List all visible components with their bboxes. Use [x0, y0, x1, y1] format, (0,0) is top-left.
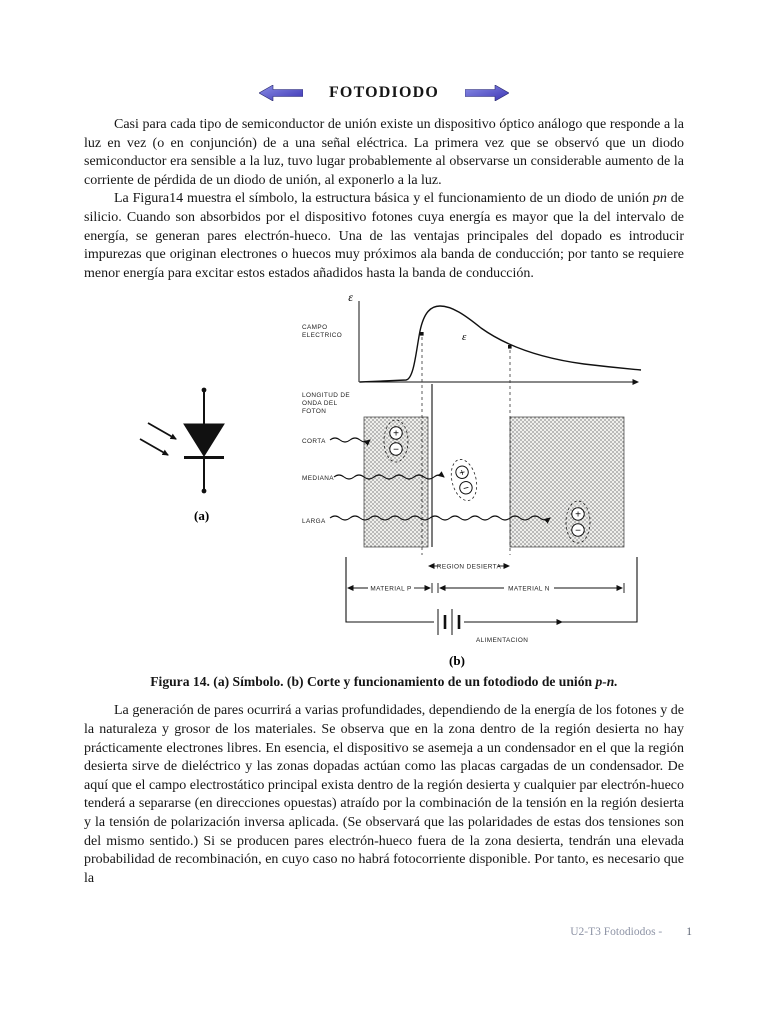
electric-field-curve [360, 306, 641, 382]
label-campo-line1: CAMPO [302, 324, 328, 332]
label-material-p: MATERIAL P [370, 585, 412, 593]
epsilon-curve-label: ε [462, 331, 467, 344]
photodiode-symbol [184, 388, 224, 494]
minus-charge: − [575, 525, 581, 537]
figure-14-diagram [84, 287, 684, 672]
label-larga: LARGA [302, 518, 326, 526]
label-material-n: MATERIAL N [508, 585, 550, 593]
figure-caption-pn: p-n. [595, 674, 618, 690]
footer-text: U2-T3 Fotodiodos - [570, 926, 663, 938]
battery-symbol [438, 609, 459, 635]
incident-light-arrows-icon [140, 423, 176, 455]
paragraph-2-post: de silicio. Cuando son absorbidos por el dispositivo fotones cuya energía es mayor que la del intervalo de energía, se generan pares electrón-hueco. Una de las ventajas principales del dopado es introducir impurezas que originan electrones o huecos muy próximos ala banda de conducción; por tanto se requiere menor energía para excitar estos estados añadidos hasta la banda de conducción. [84, 191, 684, 281]
electric-field-graph [348, 290, 641, 382]
page-title: FOTODIODO [328, 84, 440, 101]
paragraph-2-italic-pn: pn [652, 191, 667, 207]
left-arrow-icon [259, 85, 303, 101]
label-alimentacion: ALIMENTACION [476, 637, 529, 645]
material-n-block [510, 417, 624, 547]
label-longitud-line1: LONGITUD DE [302, 392, 351, 400]
label-campo-line2: ELECTRICO [302, 332, 343, 340]
figure-caption [84, 674, 684, 690]
page-number: 1 [686, 926, 692, 938]
pair-mediana [447, 457, 480, 504]
paragraph-2 [84, 190, 684, 283]
epsilon-axis-label: ε [348, 290, 353, 305]
plus-charge: + [575, 509, 581, 521]
plus-charge: + [393, 428, 399, 440]
minus-charge: − [393, 444, 399, 456]
page-footer [570, 926, 692, 938]
figure-label-a: (a) [194, 508, 210, 524]
label-region-desierta: REGION DESIERTA [436, 563, 502, 571]
paragraph-1: Casi para cada tipo de semiconductor de unión existe un dispositivo óptico análogo que responde a la luz en vez (o en conjunción) de a una señal eléctrica. La primera vez que se observó que un diodo semiconductor era sensible a la luz, tuvo lugar probablemente al observarse un considerable aumento de la corriente de pérdida de un diodo de unión, al exponerlo a la luz. [84, 117, 684, 188]
label-longitud-line2: ONDA DEL [302, 400, 338, 408]
label-mediana: MEDIANA [302, 475, 334, 483]
plus-charge: + [458, 467, 467, 480]
label-longitud-line3: FOTON [302, 408, 327, 416]
figure-label-b: (b) [449, 653, 465, 669]
label-corta: CORTA [302, 438, 326, 446]
paragraph-2-pre: La Figura14 muestra el símbolo, la estructura básica y el funcionamiento de un diodo de unión [114, 191, 653, 207]
figure-caption-text: Figura 14. (a) Símbolo. (b) Corte y funcionamiento de un fotodiodo de unión [150, 674, 596, 690]
figure-14 [84, 287, 684, 690]
right-arrow-icon [465, 85, 509, 101]
minus-charge: − [462, 483, 471, 496]
page-content [84, 84, 684, 888]
curve-marker-right [508, 345, 512, 349]
title-row [84, 84, 684, 102]
paragraph-3: La generación de pares ocurrirá a varias profundidades, dependiendo de la energía de los fotones y de la naturaleza y grosor de los materiales. Se observa que en la zona dentro de la región desierta no hay prácticamente electrones libres. En esencia, el dispositivo se asemeja a un condensador en el que la región desierta sirve de dieléctrico y las zonas dopadas actúan como las placas cargadas de un condensador. De aquí que el campo electrostático principal exista dentro de la región desierta y cualquier par electrón-hueco tenderá a separarse (en direcciones opuestas) atraído por la combinación de la tensión en la región desierta y la tensión de polarización inversa aplicada. (Se observará que las polaridades de estas dos tensiones son del mismo sentido.) Si se producen pares electrón-hueco fuera de la zona desierta, tendrán una elevada probabilidad de recombinación, en cuyo caso no habrá fotocorriente disponible. Por tanto, es necesario que la [84, 703, 684, 886]
curve-marker-left [420, 332, 424, 336]
